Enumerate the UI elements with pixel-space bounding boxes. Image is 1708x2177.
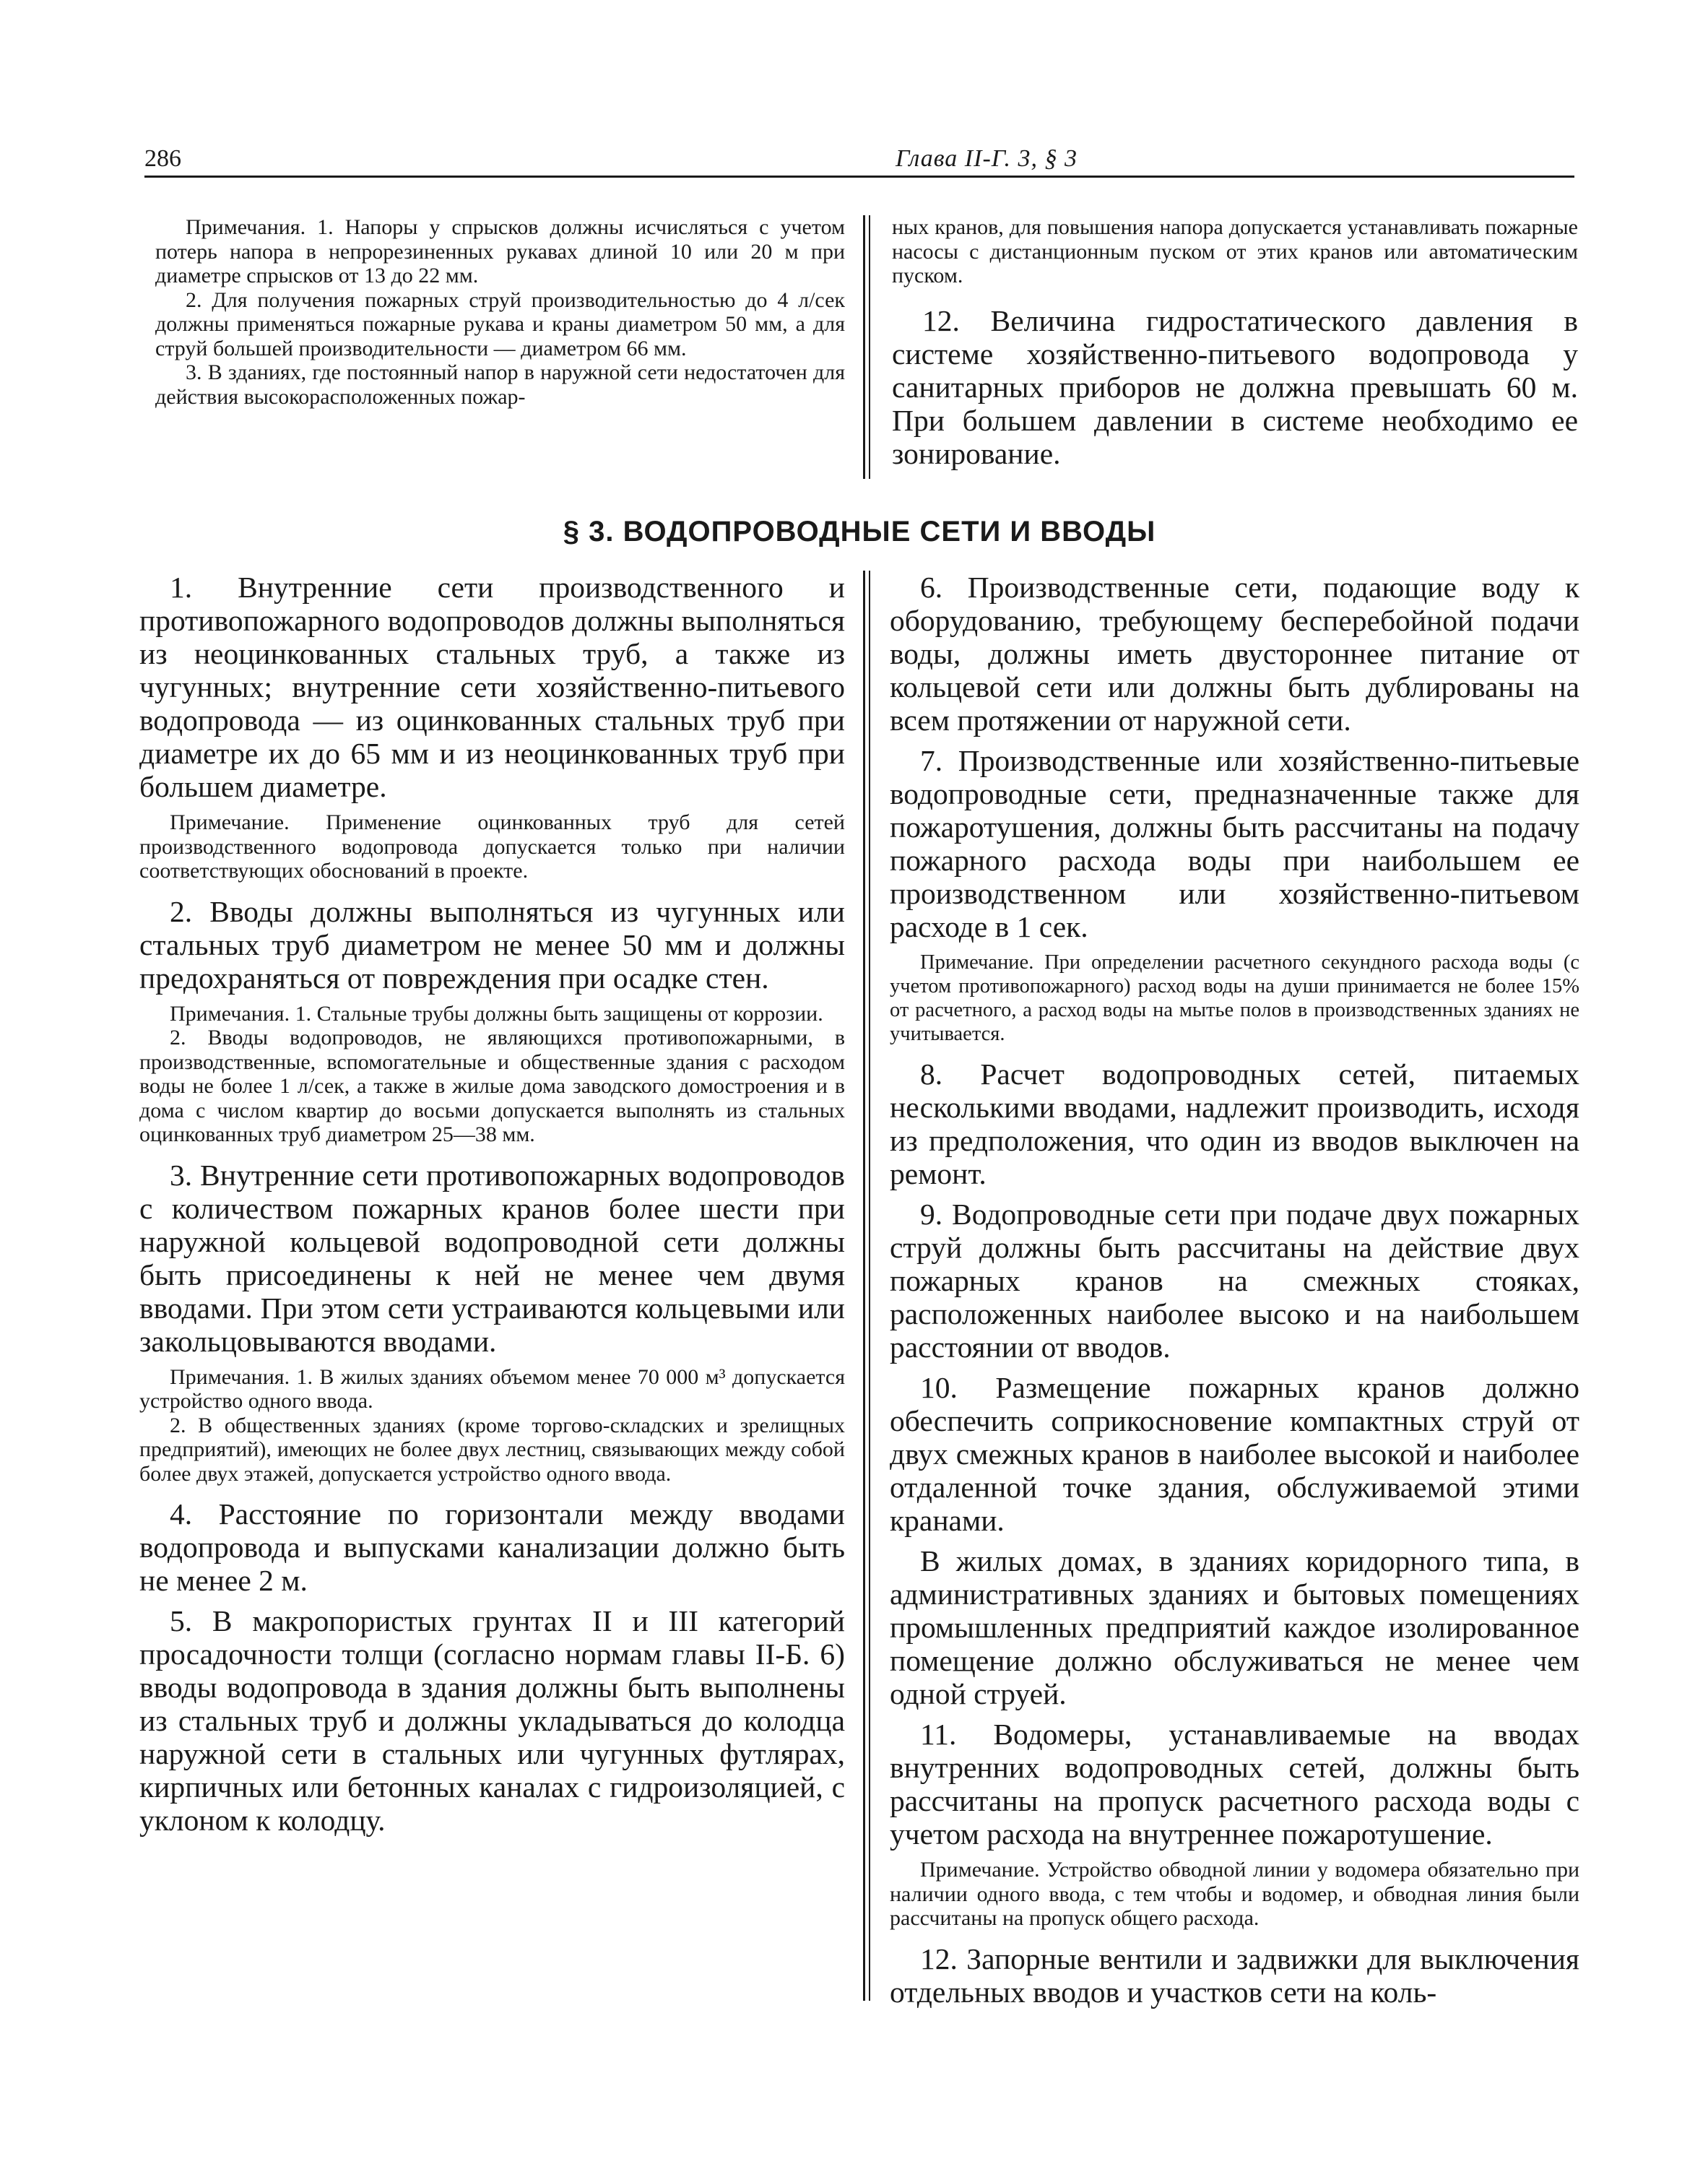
note-group [139,1002,845,1147]
header-rule [144,176,1574,178]
paragraph-3: 3. Внутренние сети противопожарных водопроводов с количеством пожарных кранов более шести при наружной кольцевой водопроводной сети должны быть присоединены к ней не менее чем двумя вводами. При этом сети устраиваются кольцевыми или закольцовываются вводами. [139,1158,845,1358]
right-column [890,571,1579,2016]
note-paragraph: Примечания. 1. Напоры у спрысков должны исчисляться с учетом потерь напора в непрорезиненных рукавах длиной 10 или 20 м при диаметре спрысков от 13 до 22 мм. [155,215,845,287]
paragraph-7: 7. Производственные или хозяйственно-питьевые водопроводные сети, предназначенные также для пожаротушения, должны быть рассчитаны на подачу пожарного расхода воды при наибольшем ее производственном или хозяйственно-питьевом расходе в 1 сек. [890,744,1579,943]
running-head: Глава II-Г. 3, § 3 [896,145,1078,172]
paragraph-4: 4. Расстояние по горизонтали между вводами водопровода и выпусками канализации должно быть не менее 2 м. [139,1497,845,1597]
note-paragraph: 2. В общественных зданиях (кроме торгово-складских и зрелищных предприятий), имеющих не более двух лестниц, связывающих между собой более двух этажей, допускается устройство одного ввода. [139,1413,845,1486]
note-paragraph: Примечания. 1. В жилых зданиях объемом менее 70 000 м³ допускается устройство одного ввода. [139,1364,845,1413]
note-group [890,951,1579,1046]
top-right-column [892,215,1578,477]
section-title: § 3. ВОДОПРОВОДНЫЕ СЕТИ И ВВОДЫ [563,516,1156,548]
paragraph-11: 11. Водомеры, устанавливаемые на вводах внутренних водопроводных сетей, должны быть рассчитаны на пропуск расчетного расхода воды с учетом расхода на внутреннее пожаротушение. [890,1718,1579,1851]
paragraph-10: 10. Размещение пожарных кранов должно обеспечить соприкосновение компактных струй от двух смежных кранов в наиболее высокой и наиболее отдаленной точке здания, обслуживаемой этими кранами. [890,1371,1579,1537]
note-group [890,1858,1579,1931]
note-paragraph: 2. Для получения пожарных струй производительностью до 4 л/сек должны применяться пожарные рукава и краны диаметром 50 мм, а для струй большей производительности — диаметром 66 мм. [155,287,845,360]
paragraph-2: 2. Вводы должны выполняться из чугунных или стальных труб диаметром не менее 50 мм и должны предохраняться от повреждения при осадке стен. [139,894,845,995]
note-group [139,810,845,883]
paragraph-12-hydrostatic: 12. Величина гидростатического давления в системе хозяйственно-питьевого водопровода у санитарных приборов не должна превышать 60 м. При большем давлении в системе необходимо ее зонирование. [892,303,1578,470]
note-paragraph: Примечание. Устройство обводной линии у водомера обязательно при наличии одного ввода, с тем чтобы и водомер, и обводная линия были рассчитаны на пропуск общего расхода. [890,1858,1579,1930]
column-divider [869,571,870,2001]
paragraph-1: 1. Внутренние сети производственного и противопожарного водопроводов должны выполняться из неоцинкованных стальных труб, а также из чугунных; внутренние сети хозяйственно-питьевого водопровода — из оцинкованных стальных труб при диаметре их до 65 мм и из неоцинкованных труб при большем диаметре. [139,571,845,803]
note-paragraph: Примечание. При определении расчетного секундного расхода воды (с учетом противопожарного) расход воды на души принимается не более 15% от расчетного, а расход воды на мытье полов в производственных зданиях не учитывается. [890,951,1579,1045]
note-group [139,1365,845,1486]
top-left-column [155,215,845,409]
paragraph-8: 8. Расчет водопроводных сетей, питаемых несколькими вводами, надлежит производить, исходя из предположения, что один из вводов выключен на ремонт. [890,1057,1579,1190]
paragraph-5: 5. В макропористых грунтах II и III категорий просадочности толщи (согласно нормам главы II-Б. 6) вводы водопровода в здания должны быть выполнены из стальных труб и должны укладываться до колодца наружной сети в стальных или чугунных футлярах, кирпичных или бетонных каналах с гидроизоляцией, с уклоном к колодцу. [139,1604,845,1837]
note-paragraph: 3. В зданиях, где постоянный напор в наружной сети недостаточен для действия высокорасположенных пожар- [155,360,845,409]
note-paragraph: Примечания. 1. Стальные трубы должны быть защищены от коррозии. [170,1001,823,1026]
note-paragraph: ных кранов, для повышения напора допускается устанавливать пожарные насосы с дистанционным пуском от этих кранов или автоматическим пуском. [892,215,1578,287]
column-divider [863,215,865,479]
column-divider [869,215,870,479]
paragraph-6: 6. Производственные сети, подающие воду к оборудованию, требующему бесперебойной подачи воды, должны иметь двустороннее питание от кольцевой сети или должны быть дублированы на всем протяжении от наружной сети. [890,571,1579,737]
note-paragraph: 2. Вводы водопроводов, не являющихся противопожарными, в производственные, вспомогательные и общественные здания с расходом воды не более 1 л/сек, а также в жилые дома заводского домостроения и в дома с числом квартир до восьми допускается выполнять из стальных оцинкованных труб диаметром 25—38 мм. [139,1026,845,1146]
left-column [139,571,845,1844]
page-header [144,144,1574,179]
paragraph-10-continued: В жилых домах, в зданиях коридорного типа, в административных зданиях и бытовых помещениях промышленных предприятий каждое изолированное помещение должно обслуживаться не менее чем одной струей. [890,1544,1579,1710]
paragraph-9: 9. Водопроводные сети при подаче двух пожарных струй должны быть рассчитаны на действие двух пожарных кранов на смежных стояках, расположенных наиболее высоко и на наибольшем расстоянии от вводов. [890,1198,1579,1364]
paragraph-12: 12. Запорные вентили и задвижки для выключения отдельных вводов и участков сети на коль- [890,1942,1579,2009]
note-paragraph: Примечание. Применение оцинкованных труб для сетей производственного водопровода допускается только при наличии соответствующих обоснований в проекте. [139,810,845,883]
column-divider [863,571,865,2001]
page-number: 286 [144,145,181,172]
